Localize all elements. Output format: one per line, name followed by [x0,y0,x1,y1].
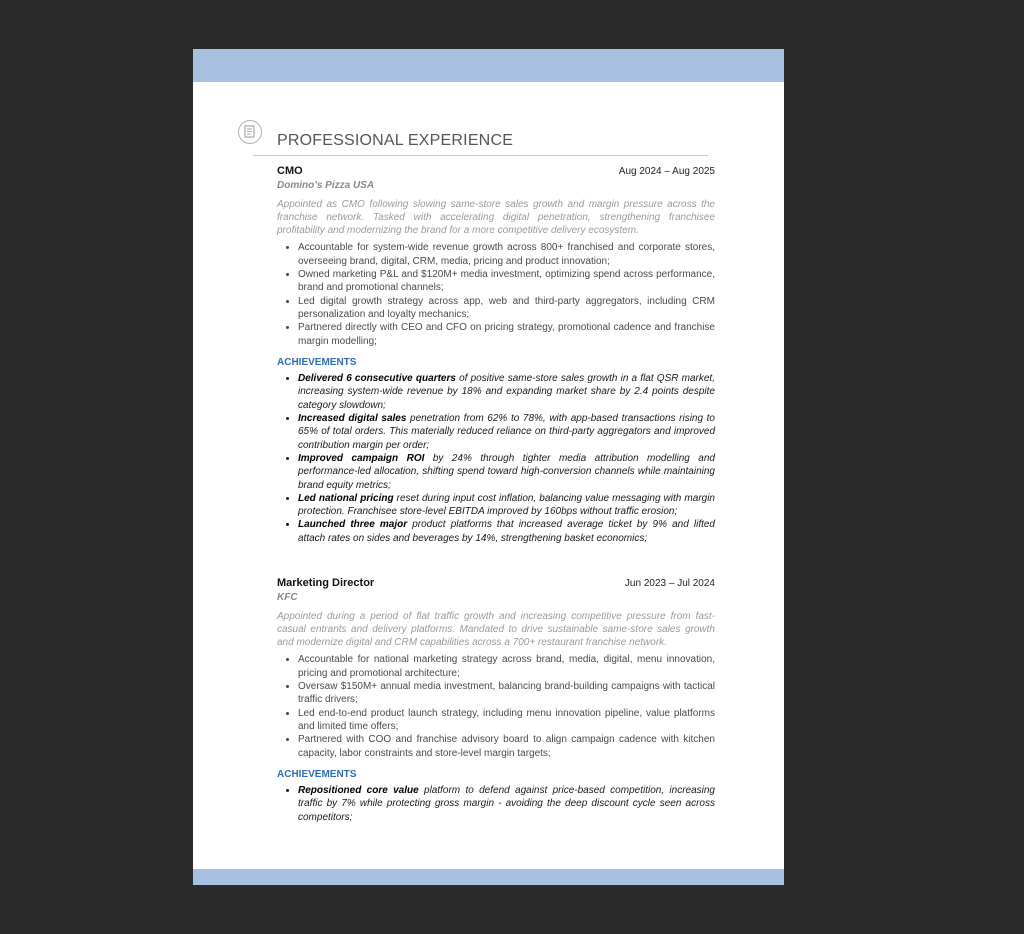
achievement-lead: Launched three major [298,519,408,531]
job-header [277,577,715,590]
achievements-list [277,784,715,824]
achievement-item [298,412,715,452]
responsibility-item: • Accountable for national marketing strategy across brand, media, digital, menu innovation, pricing and promotional architecture; [298,653,715,680]
responsibility-item: • Owned marketing P&L and $120M+ media investment, optimizing spend across performance, brand and promotional channels; [298,268,715,295]
achievement-item [298,784,715,824]
achievements-heading: ACHIEVEMENTS [277,356,357,368]
achievement-text: of positive same-store sales growth in a flat QSR market, increasing system-wide revenue by 18% and expanding market share by 2.4 points despite category slowdown; [298,373,715,411]
achievements-list [277,372,715,545]
achievement-lead: Improved campaign ROI [298,452,425,464]
job-title: CMO [277,165,303,177]
achievement-text: by 24% through tighter media attribution modelling and performance-led allocation, shifting spend toward high-conversion channels while maintaining brand equity metrics; [298,452,715,491]
document-icon [238,120,262,144]
header-band [193,49,784,82]
responsibility-item: • Led digital growth strategy across app, web and third-party aggregators, including CRM personalization and loyalty mechanics; [298,295,715,322]
section-divider [253,155,708,156]
achievements-heading: ACHIEVEMENTS [277,768,357,780]
achievement-item [298,518,715,545]
section-title: PROFESSIONAL EXPERIENCE [277,132,514,149]
responsibilities-list [277,653,715,759]
achievement-text: product platforms that increased average ticket by 9% and lifted attach rates on sides and beverages by 14%, strengthening basket economics; [298,519,715,544]
job-entry-marketing-director [277,577,715,824]
achievement-text: platform to defend against price-based competition, increasing traffic by 7% while protecting gross margin - avoiding the deep discount cycle seen across competitors; [298,785,715,823]
achievement-text: penetration from 62% to 78%, with app-based transactions rising to 65% of total orders. This materially reduced reliance on third-party aggregators and improved contribution margin per order; [298,413,715,451]
achievement-lead: Repositioned core value [298,785,419,797]
achievement-lead: Delivered 6 consecutive quarters [298,373,456,385]
responsibility-item: • Accountable for system-wide revenue growth across 800+ franchised and corporate stores, overseeing brand, digital, CRM, media, pricing and product innovation; [298,241,715,268]
responsibilities-list [277,241,715,347]
job-dates: Jun 2023 – Jul 2024 [624,578,715,589]
job-dates: Aug 2024 – Aug 2025 [618,166,715,177]
responsibility-item: • Oversaw $150M+ annual media investment, balancing brand-building campaigns with tactical traffic drivers; [298,680,715,707]
achievement-lead: Increased digital sales [298,413,407,425]
achievement-lead: Led national pricing [298,492,394,504]
role-summary: Appointed during a period of flat traffic growth and increasing competitive pressure from fast-casual entrants and delivery platforms. Mandated to drive sustainable same-store sales growth and modernize digital and CRM capabilities across a 700+ restaurant franchise network. [277,610,715,649]
role-summary: Appointed as CMO following slowing same-store sales growth and margin pressure across the franchise network. Tasked with accelerating digital penetration, strengthening franchisee profitability and modernizing the brand for a more competitive delivery ecosystem. [277,198,715,237]
company-name: KFC [277,592,298,604]
company-name: Domino’s Pizza USA [277,180,375,192]
job-header [277,165,715,178]
job-title: Marketing Director [277,577,375,589]
responsibility-item: • Led end-to-end product launch strategy, including menu innovation pipeline, value platforms and limited time offers; [298,707,715,734]
achievement-text: reset during input cost inflation, balancing value messaging with margin protection. Franchisee store-level EBITDA improved by 160bps without traffic erosion; [298,492,715,518]
job-entry-cmo [277,165,715,545]
achievement-item [298,452,715,492]
achievement-item [298,372,715,412]
footer-band [193,869,784,885]
responsibility-item: • Partnered with COO and franchise advisory board to align campaign cadence with kitchen capacity, labor constraints and store-level margin targets; [298,733,715,760]
resume-page [193,49,784,885]
responsibility-item: • Partnered directly with CEO and CFO on pricing strategy, promotional cadence and franchise margin modelling; [298,321,715,348]
achievement-item [298,492,715,519]
